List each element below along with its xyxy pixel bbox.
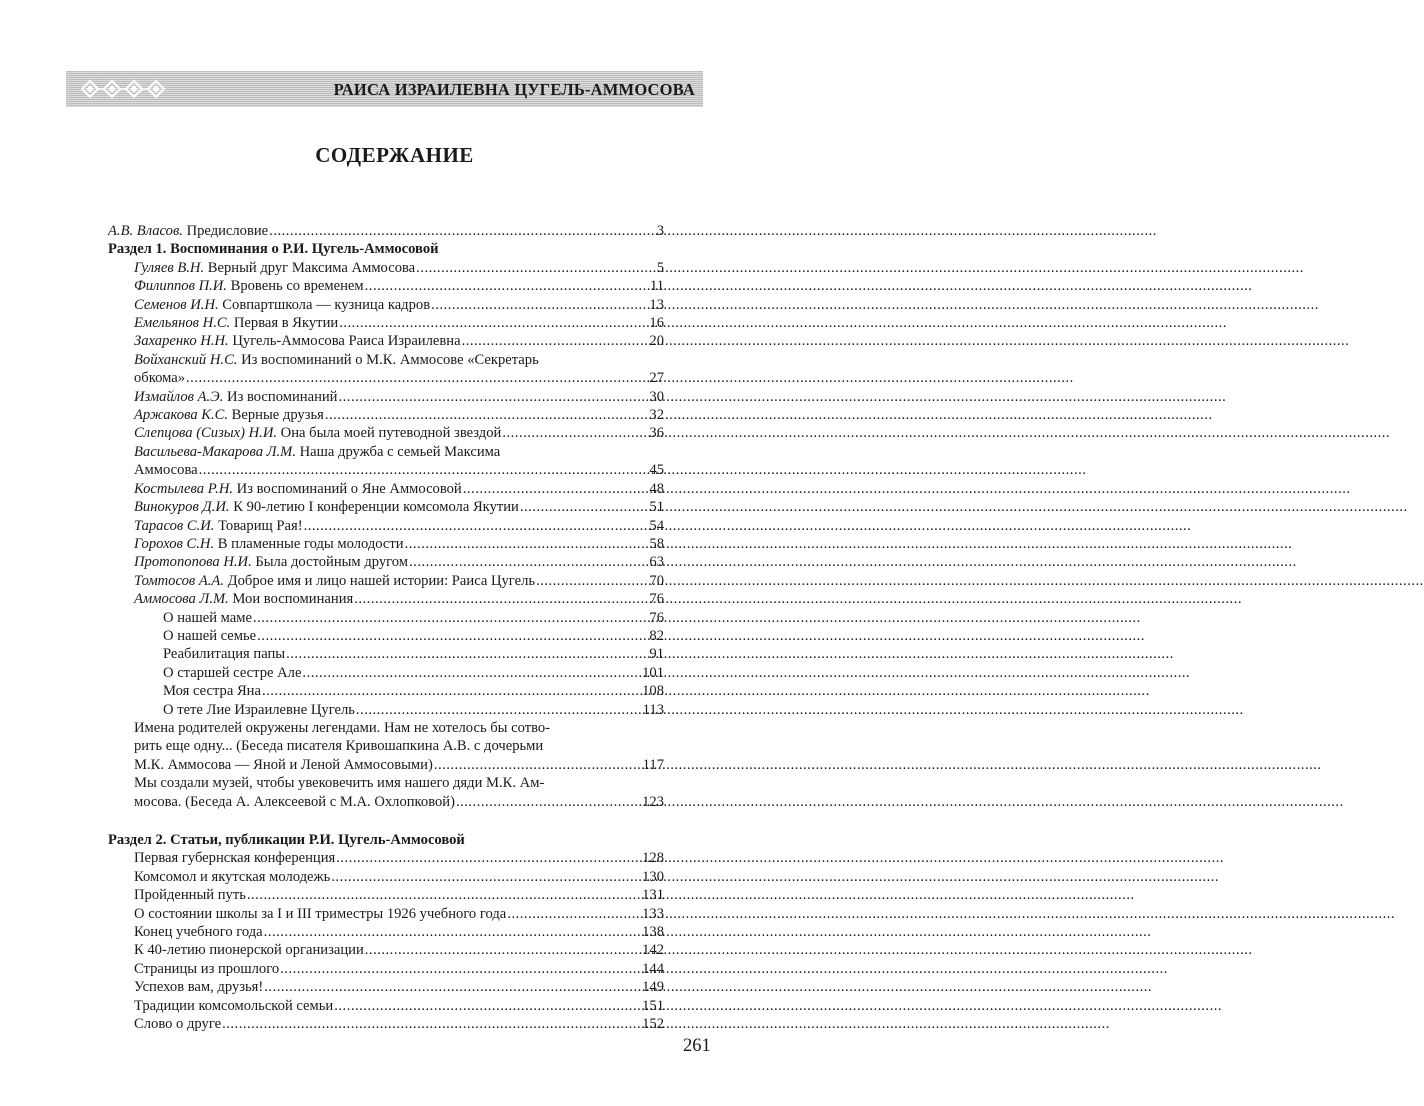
toc-entry — [108, 259, 664, 277]
toc-entry-text — [134, 553, 408, 571]
toc-entry-text — [163, 645, 285, 663]
toc-entry-page: 45 — [649, 462, 664, 479]
toc-entry-author: Аммосова Л.М. — [134, 591, 229, 608]
toc-entry-line — [134, 572, 664, 590]
toc-entry-text — [134, 756, 433, 774]
dot-leader — [356, 701, 642, 719]
toc-entry-line — [134, 923, 664, 941]
toc-entry-page: 117 — [642, 756, 664, 773]
toc-entry-page: 36 — [649, 425, 664, 442]
toc-entry-page: 133 — [642, 905, 664, 922]
toc-entry-author: Филиппов П.И. — [134, 278, 227, 295]
toc-entry — [108, 774, 664, 811]
dot-leader — [431, 296, 648, 314]
dot-leader — [507, 905, 641, 923]
toc-entry-text — [134, 314, 338, 332]
toc-entry-title: Совпартшкола — кузница кадров — [218, 296, 431, 313]
toc-entry-text — [134, 886, 246, 904]
toc-entry-title: Комсомол и якутская молодежь — [134, 868, 331, 885]
toc-entry — [108, 868, 664, 886]
toc-entry-title: Аммосова — [134, 462, 198, 479]
toc-entry-text — [134, 406, 324, 424]
toc-entry-page: 27 — [649, 370, 664, 387]
toc-entry-page: 149 — [642, 979, 664, 996]
toc-entry — [108, 682, 664, 700]
toc-entry-text — [134, 738, 543, 754]
toc-entry-author: Емельянов Н.С. — [134, 315, 231, 332]
section-heading: Раздел 2. Статьи, публикации Р.И. Цугель-Аммосовой — [108, 832, 465, 848]
toc-entry-title: Мы создали музей, чтобы увековечить имя нашего дяди М.К. Ам- — [134, 775, 545, 792]
toc-entry-text — [134, 997, 333, 1015]
dot-leader — [339, 314, 648, 332]
toc-entry-line — [134, 369, 664, 387]
dot-leader — [339, 388, 649, 406]
toc-entry-page: 130 — [642, 868, 664, 885]
toc-entry — [108, 923, 664, 941]
toc-entry — [108, 849, 664, 867]
toc-entry-page: 32 — [649, 407, 664, 424]
toc-entry-text — [134, 572, 535, 590]
toc-entry — [108, 296, 664, 314]
toc-entry-line — [134, 259, 664, 277]
toc-entry-line — [134, 849, 664, 867]
toc-entry-title: Слово о друге — [134, 1016, 222, 1033]
toc-entry — [108, 960, 664, 978]
toc-entry-page: 76 — [649, 591, 664, 608]
toc-entry-page: 76 — [649, 609, 664, 626]
dot-leader — [334, 997, 641, 1015]
dot-leader — [262, 682, 641, 700]
toc-entry-text — [163, 664, 301, 682]
toc-entry-text — [163, 609, 252, 627]
toc-entry-title: Традиции комсомольской семьи — [134, 997, 334, 1014]
toc-entry-line — [134, 941, 664, 959]
toc-entry-page: 113 — [642, 701, 664, 718]
dot-leader — [405, 535, 649, 553]
toc-entry — [108, 1015, 664, 1033]
running-head: РАИСА ИЗРАИЛЕВНА ЦУГЕЛЬ-АММОСОВА — [333, 80, 695, 99]
toc-entry-title: Доброе имя и лицо нашей истории: Раиса Цугель — [224, 572, 536, 589]
toc-entry — [108, 997, 664, 1015]
toc-entry — [108, 553, 664, 571]
toc-entry-author: Слепцова (Сизых) Н.И. — [134, 425, 278, 442]
toc-entry-line — [134, 498, 664, 516]
toc-entry-author: Захаренко Н.Н. — [134, 333, 229, 350]
toc-entry-author: Измайлов А.Э. — [134, 388, 224, 405]
toc-entry-text — [134, 498, 519, 516]
toc-entry-page: 13 — [649, 296, 664, 313]
toc-entry — [108, 277, 664, 295]
toc-entry-text — [134, 849, 335, 867]
toc-entry-line — [163, 609, 664, 627]
toc-entry-line — [134, 314, 664, 332]
toc-entry-author: Войханский Н.С. — [134, 351, 238, 368]
toc-entry-text — [134, 259, 415, 277]
toc-entry-page: 30 — [649, 388, 664, 405]
toc-entry — [108, 905, 664, 923]
toc-entry-page: 108 — [642, 683, 664, 700]
toc-entry-author: Тарасов С.И. — [134, 517, 215, 534]
toc-entry-title: Первая в Якутии — [230, 315, 339, 332]
toc-entry — [108, 978, 664, 996]
toc-entry-text — [163, 627, 256, 645]
toc-entry-text — [134, 775, 544, 791]
toc-entry — [108, 535, 664, 553]
section-gap — [108, 811, 664, 823]
toc-entry-continuation — [134, 351, 664, 369]
toc-entry-page: 82 — [649, 627, 664, 644]
toc-entry — [108, 332, 664, 350]
dot-leader — [304, 517, 649, 535]
toc-entry-author: А.В. Власов. — [108, 223, 183, 239]
dot-leader — [264, 923, 641, 941]
toc-entry — [108, 517, 664, 535]
dot-leader — [253, 609, 648, 627]
toc-entry-text — [134, 277, 364, 295]
dot-leader — [257, 627, 648, 645]
toc-entry-author: Васильева-Макарова Л.М. — [134, 443, 296, 460]
toc-entry-title: Из воспоминаний о Яне Аммосовой — [233, 480, 462, 497]
toc-entry-text — [134, 941, 364, 959]
toc-entry-page: 20 — [649, 333, 664, 350]
table-of-contents — [108, 222, 664, 1033]
toc-entry-author: Протопопова Н.И. — [134, 554, 252, 571]
toc-entry-text — [134, 369, 185, 387]
toc-entry — [108, 886, 664, 904]
toc-entry-line — [163, 701, 664, 719]
dot-leader — [409, 553, 648, 571]
toc-entry-line — [134, 590, 664, 608]
toc-entry-title: Пройденный путь — [134, 887, 246, 904]
toc-entry-page: 48 — [649, 480, 664, 497]
toc-entry-line — [163, 664, 664, 682]
dot-leader — [336, 849, 641, 867]
toc-entry-title: Успехов вам, друзья! — [134, 979, 264, 996]
toc-entry-line — [134, 1015, 664, 1033]
dot-leader — [520, 498, 649, 516]
toc-entry — [108, 941, 664, 959]
toc-entry-title: В пламенные годы молодости — [214, 535, 404, 552]
toc-entry-title: Цугель-Аммосова Раиса Израилевна — [228, 333, 461, 350]
toc-entry-title: О тете Лие Израилевне Цугель — [163, 701, 355, 718]
toc-entry-page: 142 — [642, 942, 664, 959]
toc-entry-title: Конец учебного года — [134, 924, 263, 941]
toc-entry-line — [134, 868, 664, 886]
toc-entry — [108, 443, 664, 480]
toc-entry-line — [163, 627, 664, 645]
toc-entry-line — [134, 960, 664, 978]
toc-entry-page: 16 — [649, 315, 664, 332]
toc-entry-text — [134, 535, 404, 553]
toc-entry — [108, 498, 664, 516]
toc-entry-text — [134, 424, 501, 442]
toc-entry-author: Винокуров Д.И. — [134, 499, 230, 516]
toc-entry-line — [134, 517, 664, 535]
toc-entry-text — [134, 461, 198, 479]
toc-entry-title: О нашей семье — [163, 627, 257, 644]
toc-entry-title: Товарищ Рая! — [214, 517, 303, 534]
dot-leader — [416, 259, 656, 277]
toc-entry — [108, 627, 664, 645]
toc-entry-page: 151 — [642, 997, 664, 1014]
toc-entry-line — [134, 296, 664, 314]
toc-entry-continuation — [134, 719, 664, 737]
toc-entry-page: 131 — [642, 887, 664, 904]
dot-leader — [280, 960, 641, 978]
toc-entry-text — [134, 332, 461, 350]
toc-entry-title: Из воспоминаний — [223, 388, 338, 405]
dot-leader — [264, 978, 641, 996]
toc-entry-text — [134, 923, 263, 941]
dot-leader — [502, 424, 648, 442]
dot-leader — [186, 369, 648, 387]
toc-entry-line — [134, 406, 664, 424]
toc-entry-line — [134, 756, 664, 774]
toc-entry — [108, 645, 664, 663]
dot-leader — [199, 461, 649, 479]
dot-leader — [269, 222, 656, 240]
toc-entry — [108, 406, 664, 424]
toc-entry — [108, 388, 664, 406]
toc-entry-text — [134, 960, 279, 978]
toc-entry-title: Верный друг Максима Аммосова — [204, 259, 416, 276]
toc-entry-page: 152 — [642, 1016, 664, 1033]
toc-entry — [108, 609, 664, 627]
toc-entry — [108, 719, 664, 774]
dot-leader — [462, 332, 649, 350]
toc-entry-title: Мои воспоминания — [228, 591, 354, 608]
toc-entry-title: Из воспоминаний о М.К. Аммосове «Секретарь — [237, 351, 539, 368]
toc-entry-page: 3 — [656, 223, 664, 239]
dot-leader — [325, 406, 649, 424]
dot-leader — [247, 886, 641, 904]
toc-entry-title: О нашей маме — [163, 609, 252, 626]
toc-entry-line — [134, 424, 664, 442]
toc-entry-line — [134, 535, 664, 553]
dot-leader — [463, 480, 649, 498]
toc-entry-line — [134, 905, 664, 923]
dot-leader — [365, 941, 641, 959]
toc-entry-page: 123 — [642, 793, 664, 810]
toc-entry-page: 138 — [642, 924, 664, 941]
toc-entry-page: 101 — [642, 664, 664, 681]
toc-entry-title: Реабилитация папы — [163, 646, 286, 663]
toc-entry-title: М.К. Аммосова — Яной и Леной Аммосовыми) — [134, 756, 433, 773]
toc-entry-text — [134, 720, 550, 736]
toc-entry-line — [134, 332, 664, 350]
toc-entry-page: 144 — [642, 960, 664, 977]
toc-entry-author: Аржакова К.С. — [134, 407, 228, 424]
toc-entry-line — [134, 997, 664, 1015]
toc-entry-text — [134, 978, 263, 996]
dot-leader — [434, 756, 642, 774]
toc-entry-line — [134, 553, 664, 571]
dot-leader — [456, 793, 641, 811]
toc-entry-continuation — [134, 443, 664, 461]
toc-entry-title: О старшей сестре Але — [163, 664, 302, 681]
toc-entry-page: 58 — [649, 535, 664, 552]
toc-entry-text — [134, 444, 500, 460]
toc-entry-text — [134, 352, 539, 368]
toc-entry-page: 54 — [649, 517, 664, 534]
toc-entry-title: К 90-летию I конференции комсомола Якутии — [229, 499, 519, 516]
toc-entry-title: К 40-летию пионерской организации — [134, 942, 364, 959]
toc-entry-line — [134, 461, 664, 479]
toc-entry-text — [134, 905, 506, 923]
toc-entry-title: обкома» — [134, 370, 185, 387]
toc-entry-title: Страницы из прошлого — [134, 960, 280, 977]
toc-entry-author: Семенов И.Н. — [134, 296, 219, 313]
toc-entry-text — [134, 793, 455, 811]
page-number: 261 — [683, 1036, 711, 1056]
toc-entry-page: 63 — [649, 554, 664, 571]
page-title: СОДЕРЖАНИЕ — [315, 143, 474, 167]
toc-entry — [108, 314, 664, 332]
toc-entry-line — [163, 682, 664, 700]
toc-entry-line — [134, 480, 664, 498]
toc-entry-line — [134, 277, 664, 295]
toc-entry-author: Костылева Р.Н. — [134, 480, 234, 497]
toc-entry — [108, 701, 664, 719]
section-heading: Раздел 1. Воспоминания о Р.И. Цугель-Аммосовой — [108, 241, 439, 258]
toc-entry-text — [134, 480, 462, 498]
toc-entry-line — [163, 645, 664, 663]
diamond-ornament-icon — [76, 75, 168, 103]
toc-entry-text — [134, 590, 353, 608]
toc-entry-line — [108, 222, 664, 240]
toc-entry-continuation — [134, 774, 664, 792]
toc-entry-text — [163, 701, 355, 719]
dot-leader — [354, 590, 648, 608]
dot-leader — [286, 645, 648, 663]
dot-leader — [365, 277, 649, 295]
toc-entry — [108, 351, 664, 388]
toc-entry-title: Моя сестра Яна — [163, 683, 261, 700]
toc-entry-text — [108, 222, 268, 240]
toc-entry — [108, 572, 664, 590]
dot-leader — [222, 1015, 641, 1033]
dot-leader — [536, 572, 648, 590]
toc-entry-title: Она была моей путеводной звездой — [277, 425, 502, 442]
toc-entry-title: Наша дружба с семьей Максима — [295, 443, 501, 460]
toc-entry-page: 70 — [649, 572, 664, 589]
toc-entry-title: Вровень со временем — [226, 278, 364, 295]
toc-entry — [108, 664, 664, 682]
toc-entry — [108, 222, 664, 240]
toc-entry-line — [134, 978, 664, 996]
toc-entry-text — [163, 682, 261, 700]
toc-entry-page: 51 — [649, 499, 664, 516]
toc-entry-author: Томтосов А.А. — [134, 572, 224, 589]
toc-entry-title: Предисловие — [182, 223, 269, 239]
toc-entry-page: 11 — [649, 278, 664, 295]
toc-entry — [108, 480, 664, 498]
toc-entry-page: 5 — [656, 259, 664, 276]
dot-leader — [302, 664, 641, 682]
toc-entry-title: Имена родителей окружены легендами. Нам не хотелось бы сотво- — [134, 719, 551, 736]
toc-entry-author: Горохов С.Н. — [134, 535, 215, 552]
toc-entry-line — [134, 886, 664, 904]
toc-entry-line — [134, 793, 664, 811]
toc-entry-line — [134, 388, 664, 406]
toc-entry-text — [134, 1015, 221, 1033]
toc-entry-title: Была достойным другом — [251, 554, 409, 571]
toc-entry-page: 91 — [649, 646, 664, 663]
toc-entry-text — [134, 868, 330, 886]
toc-entry-title: Верные друзья — [228, 407, 324, 424]
running-header-band — [66, 71, 703, 107]
toc-entry-author: Гуляев В.Н. — [134, 259, 205, 276]
toc-entry-page: 128 — [642, 850, 664, 867]
toc-entry-title: Первая губернская конференция — [134, 850, 336, 867]
toc-entry-title: мосова. (Беседа А. Алексеевой с М.А. Охлопковой) — [134, 793, 455, 810]
toc-entry — [108, 424, 664, 442]
toc-entry — [108, 590, 664, 608]
toc-entry-text — [134, 296, 430, 314]
toc-entry-continuation — [134, 737, 664, 755]
dot-leader — [331, 868, 641, 886]
toc-entry-text — [134, 388, 338, 406]
toc-entry-title: О состоянии школы за I и III триместры 1926 учебного года — [134, 905, 507, 922]
toc-entry-text — [134, 517, 303, 535]
toc-entry-title: рить еще одну... (Беседа писателя Кривошапкина А.В. с дочерьми — [134, 738, 544, 755]
